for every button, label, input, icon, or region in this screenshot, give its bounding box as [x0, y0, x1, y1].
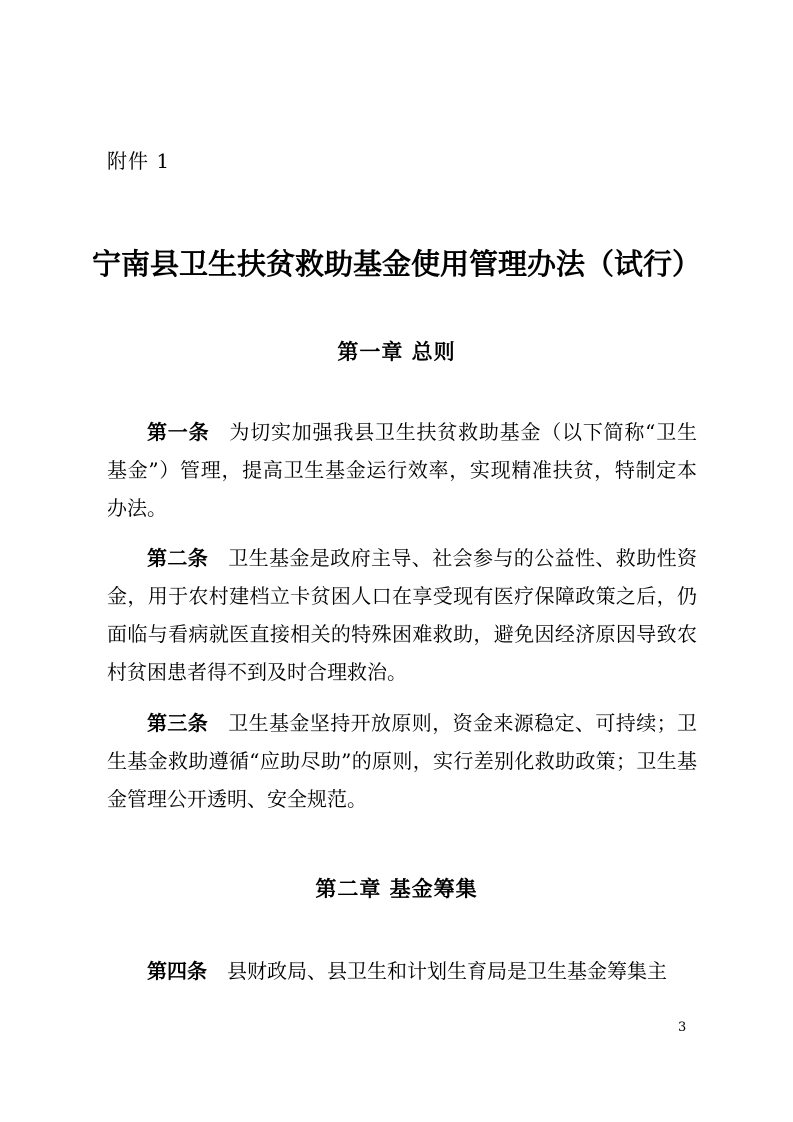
document-title: 宁南县卫生扶贫救助基金使用管理办法（试行）: [91, 247, 701, 281]
article-2: [107, 539, 697, 691]
article-1-text: 为切实加强我县卫生扶贫救助基金（以下简称“卫生基金”）管理，提高卫生基金运行效率，实现精准扶贫，特制定本办法。: [107, 420, 697, 520]
article-4-label: 第四条: [147, 959, 207, 983]
page-number: 3: [678, 1020, 687, 1035]
article-3: [107, 704, 697, 818]
article-4-text: 县财政局、县卫生和计划生育局是卫生基金筹集主: [227, 959, 667, 983]
chapter-1-title: 第一章 总则: [337, 340, 456, 364]
article-2-text: 卫生基金是政府主导、社会参与的公益性、救助性资金，用于农村建档立卡贫困人口在享受现有医疗保障政策之后，仍面临与看病就医直接相关的特殊困难救助，避免因经济原因导致农村贫困患者得不到及时合理救治。: [107, 546, 698, 684]
article-2-label: 第二条: [147, 546, 209, 570]
article-1-label: 第一条: [147, 420, 210, 444]
attachment-label: 附件 1: [107, 149, 171, 173]
article-3-label: 第三条: [147, 711, 209, 735]
article-1: [107, 413, 697, 527]
article-3-text: 卫生基金坚持开放原则，资金来源稳定、可持续；卫生基金救助遵循“应助尽助”的原则，实行差别化救助政策；卫生基金管理公开透明、安全规范。: [107, 711, 698, 811]
chapter-2-title: 第二章 基金筹集: [315, 877, 478, 901]
article-4: [107, 952, 697, 990]
